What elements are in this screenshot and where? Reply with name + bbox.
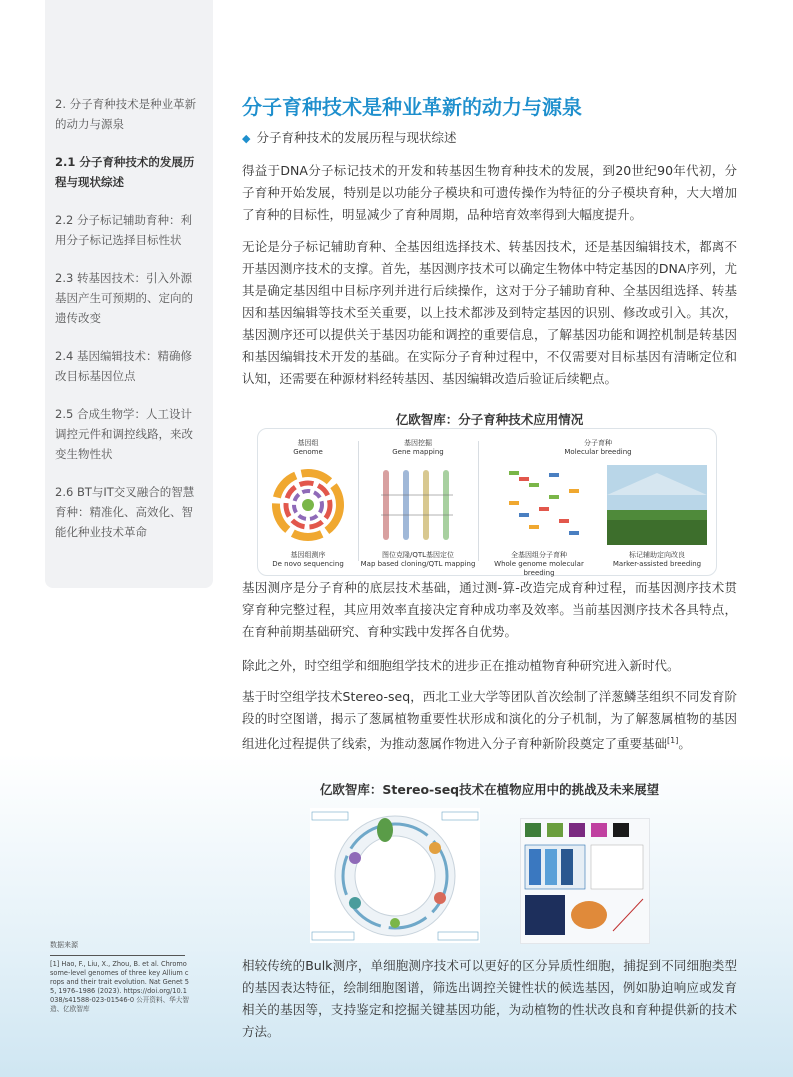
fig1-sub-marker-assisted bbox=[601, 465, 713, 578]
fig1-label: Marker-assisted breeding bbox=[612, 560, 702, 568]
fig1-label: 基因组 bbox=[297, 439, 319, 447]
source-divider bbox=[50, 955, 185, 956]
fig1-label: 基因挖掘 bbox=[404, 439, 432, 447]
paragraph-6: 相较传统的Bulk测序，单细胞测序技术可以更好的区分异质性细胞，捕捉到不同细胞类型的基因表达特征，绘制细胞图谱，筛选出调控关键性状的候选基因，例如胁迫响应或发育相关的基因等，支持鉴定和挖掘关键基因功能，为动植物的性状改良和育种提供新的技术方法。 bbox=[242, 958, 737, 1039]
stereo-seq-wheel-diagram bbox=[310, 808, 480, 943]
stereo-seq-wheel-icon bbox=[310, 808, 480, 943]
figure-1-molecular-breeding bbox=[257, 428, 717, 576]
fig1-label: Genome bbox=[293, 448, 323, 456]
fig1-label: 全基因组分子育种 bbox=[511, 551, 567, 559]
section-subtitle bbox=[242, 128, 737, 149]
paragraph-2: 无论是分子标记辅助育种、全基因组选择技术、转基因技术，还是基因编辑技术，都离不开基因测序技术的支撑。首先，基因测序技术可以确定生物体中特定基因的DNA序列，尤其是确定基因组中目标序列并进行后续操作，这对于分子辅助育种、全基因组选择、转基因和基因编辑等技术至关重要，以上技术都涉及到特定基因的识别、修改或引入。其次，基因测序还可以提供关于基因功能和调控的重要信息，了解基因功能和调控机制是转基因和基因编辑技术开发的基础。在实际分子育种过程中，不仅需要对目标基因有清晰定位和认知，还需要在种源材料经转基因、基因编辑改造后验证后续靶点。 bbox=[242, 239, 737, 386]
stereo-seq-panels-figure bbox=[520, 818, 650, 944]
fig1-label: De novo sequencing bbox=[272, 560, 344, 568]
fig1-label: 分子育种 bbox=[584, 439, 612, 447]
figure-2-caption: 亿欧智库：Stereo-seq技术在植物应用中的挑战及未来展望 bbox=[319, 782, 660, 797]
fig1-col-gene-mapping bbox=[360, 439, 476, 569]
toc-item-2-4[interactable]: 2.4 基因编辑技术：精确修改目标基因位点 bbox=[55, 349, 192, 383]
paragraph-5-text: 基于时空组学技术Stereo-seq，西北工业大学等团队首次绘制了洋葱鳞茎组织不同发育阶段的时空图谱，揭示了葱属植物重要性状形成和演化的分子机制，为了解葱属植物的基因组进化过程提供了线索，为推动葱属作物进入分子育种新阶段奠定了重要基础 bbox=[242, 689, 737, 752]
page-title: 分子育种技术是种业革新的动力与源泉 bbox=[242, 95, 582, 119]
chromosome-markers-icon bbox=[489, 465, 589, 545]
reference-marker[interactable]: [1] bbox=[667, 736, 679, 745]
fig1-divider bbox=[358, 441, 359, 561]
source-text: [1] Hao, F., Liu, X., Zhou, B. et al. Chromosome-level genomes of three key Allium crops and their trait evolution. Nat Genet 55, 1976–1986 (2023). https://doi.org/10.1038/s41588-023-01546-0 公开资料、华大智造、亿欧智库 bbox=[50, 960, 189, 1013]
paragraph-5 bbox=[242, 686, 737, 755]
gene-map-icon bbox=[373, 465, 463, 545]
figure-1-caption: 亿欧智库：分子育种技术应用情况 bbox=[395, 412, 584, 427]
fig1-label: Gene mapping bbox=[392, 448, 444, 456]
toc-item-2-5[interactable]: 2.5 合成生物学：人工设计调控元件和调控线路，来改变生物性状 bbox=[55, 407, 193, 461]
genome-circle-icon bbox=[268, 465, 348, 545]
fig1-divider bbox=[478, 441, 479, 561]
toc-sidebar bbox=[45, 0, 213, 588]
diamond-icon: ◆ bbox=[242, 132, 251, 145]
fig1-label: 图位克隆/QTL基因定位 bbox=[381, 551, 455, 559]
fig1-sub-whole-genome bbox=[483, 465, 595, 578]
toc-item-2-1[interactable]: 2.1 分子育种技术的发展历程与现状综述 bbox=[55, 155, 195, 189]
paragraph-5-end: 。 bbox=[678, 736, 691, 752]
fig1-label: Whole genome molecular breeding bbox=[494, 560, 584, 577]
paragraph-3: 基因测序是分子育种的底层技术基础，通过测-算-改造完成育种过程，而基因测序技术贯穿育种完整过程，其应用效率直接决定育种成功率及效率。当前基因测序技术各具特点，在育种前期基础研究、育种实践中发挥各自优势。 bbox=[242, 580, 737, 639]
toc-item-2[interactable]: 2. 分子育种技术是种业革新的动力与源泉 bbox=[55, 97, 197, 131]
fig1-col-genome bbox=[258, 439, 358, 569]
fig1-col-molecular-breeding bbox=[480, 439, 716, 578]
toc-item-2-6[interactable]: 2.6 BT与IT交叉融合的智慧育种：精准化、高效化、智能化种业技术革命 bbox=[55, 485, 195, 539]
fig1-label: 标记辅助定向改良 bbox=[629, 551, 685, 559]
paragraph-1: 得益于DNA分子标记技术的开发和转基因生物育种技术的发展，到20世纪90年代初，分子育种开始发展，特别是以功能分子模块和可遗传操作为特征的分子模块育种，大大增加了育种的目标性，明显减少了育种周期，品种培育效率得到大幅度提升。 bbox=[242, 163, 737, 222]
subtitle-text: 分子育种技术的发展历程与现状综述 bbox=[256, 130, 457, 145]
toc-item-2-2[interactable]: 2.2 分子标记辅助育种：利用分子标记选择目标性状 bbox=[55, 213, 192, 247]
fig1-label: Molecular breeding bbox=[564, 448, 632, 456]
fig1-label: 基因组测序 bbox=[290, 551, 326, 559]
toc-item-2-3[interactable]: 2.3 转基因技术：引入外源基因产生可预期的、定向的遗传改变 bbox=[55, 271, 193, 325]
source-label: 数据来源 bbox=[50, 941, 78, 949]
paragraph-4: 除此之外，时空组学和细胞组学技术的进步正在推动植物育种研究进入新时代。 bbox=[242, 658, 680, 673]
greenhouse-icon bbox=[607, 465, 707, 545]
stereo-seq-panels-icon bbox=[521, 819, 649, 943]
fig1-label: Map based cloning/QTL mapping bbox=[360, 560, 476, 568]
